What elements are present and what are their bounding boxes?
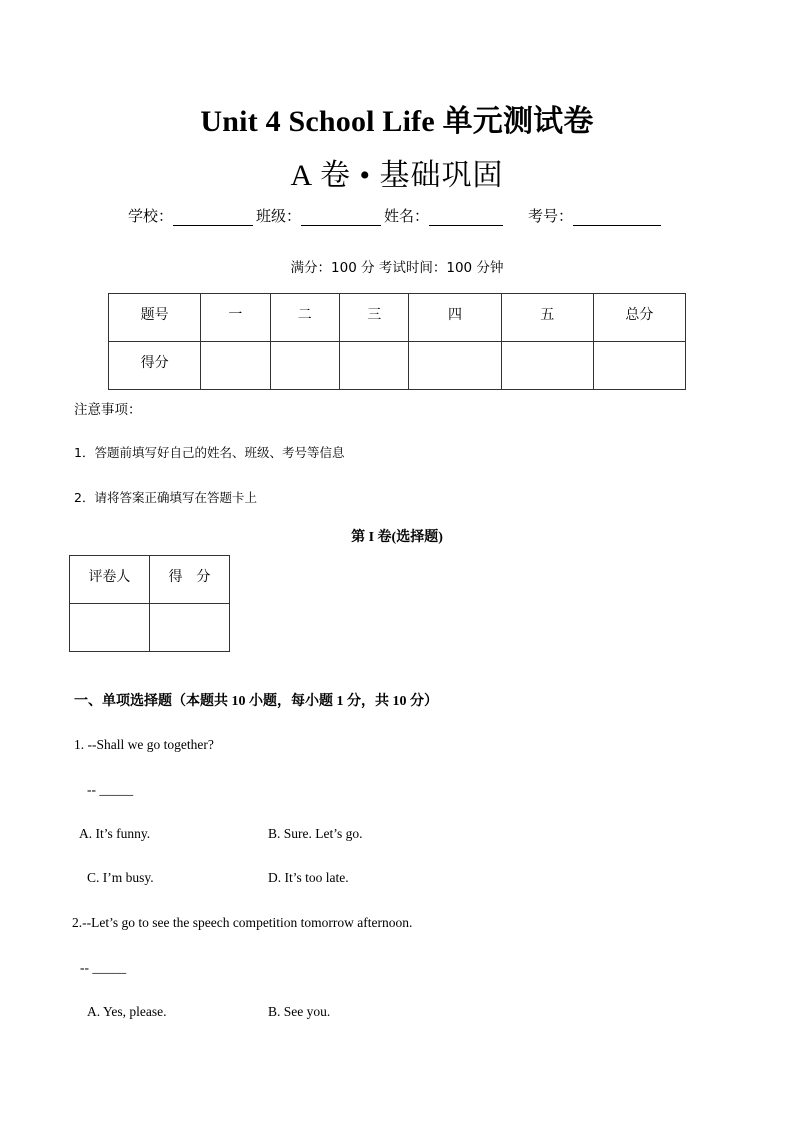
class-field bbox=[256, 205, 381, 226]
score-table-header: 五 bbox=[501, 294, 593, 342]
score-info: 满分：100 分 考试时间：100 分钟 bbox=[290, 260, 504, 276]
class-blank bbox=[301, 210, 381, 226]
grader-header: 评卷人 bbox=[70, 556, 150, 604]
question-reply: -- _____ bbox=[80, 960, 127, 975]
name-label: 姓名： bbox=[384, 207, 430, 225]
note-item: 2．请将答案正确填写在答题卡上 bbox=[74, 490, 257, 505]
score-cell bbox=[270, 342, 339, 390]
score-cell bbox=[409, 342, 501, 390]
question-stem: 1. --Shall we go together? bbox=[74, 737, 214, 752]
option: A. Yes, please. bbox=[87, 1004, 167, 1019]
school-blank bbox=[173, 210, 253, 226]
question-reply: -- _____ bbox=[87, 782, 134, 797]
exam-no-field bbox=[528, 205, 661, 226]
question-stem: 2.--Let’s go to see the speech competition tomorrow afternoon. bbox=[72, 915, 413, 930]
page-subtitle: A 卷 • 基础巩固 bbox=[290, 159, 504, 192]
grader-table-row bbox=[70, 604, 230, 652]
page-title: Unit 4 School Life 单元测试卷 bbox=[200, 105, 594, 138]
part-title: 第 I 卷(选择题) bbox=[351, 530, 443, 545]
score-table-header-row bbox=[109, 294, 686, 342]
score-table-header: 三 bbox=[340, 294, 409, 342]
notes-heading: 注意事项： bbox=[74, 402, 142, 418]
grader-cell bbox=[70, 604, 150, 652]
grader-table-header-row bbox=[70, 556, 230, 604]
score-cell bbox=[593, 342, 685, 390]
option: B. Sure. Let’s go. bbox=[268, 826, 363, 841]
score-table-score-row bbox=[109, 342, 686, 390]
score-table-header: 总分 bbox=[593, 294, 685, 342]
school-field bbox=[128, 205, 253, 226]
score-table-header: 一 bbox=[201, 294, 270, 342]
class-label: 班级： bbox=[256, 207, 302, 225]
option: A. It’s funny. bbox=[79, 826, 151, 841]
score-cell bbox=[201, 342, 270, 390]
score-cell bbox=[340, 342, 409, 390]
note-item: 1．答题前填写好自己的姓名、班级、考号等信息 bbox=[74, 445, 345, 460]
option: C. I’m busy. bbox=[87, 870, 154, 885]
score-row-label: 得分 bbox=[109, 342, 201, 390]
grader-header: 得 分 bbox=[149, 556, 229, 604]
school-label: 学校： bbox=[128, 207, 174, 225]
score-table-header: 二 bbox=[270, 294, 339, 342]
grader-cell bbox=[149, 604, 229, 652]
option: D. It’s too late. bbox=[268, 870, 349, 885]
option: B. See you. bbox=[268, 1004, 331, 1019]
name-blank bbox=[429, 210, 503, 226]
exam-no-blank bbox=[573, 210, 661, 226]
score-table-header: 题号 bbox=[109, 294, 201, 342]
score-table bbox=[108, 293, 686, 390]
name-field bbox=[384, 205, 503, 226]
section-heading: 一、单项选择题（本题共 10 小题，每小题 1 分，共 10 分） bbox=[74, 694, 438, 709]
exam-no-label: 考号： bbox=[528, 207, 574, 225]
score-cell bbox=[501, 342, 593, 390]
grader-table bbox=[69, 555, 230, 652]
score-table-header: 四 bbox=[409, 294, 501, 342]
